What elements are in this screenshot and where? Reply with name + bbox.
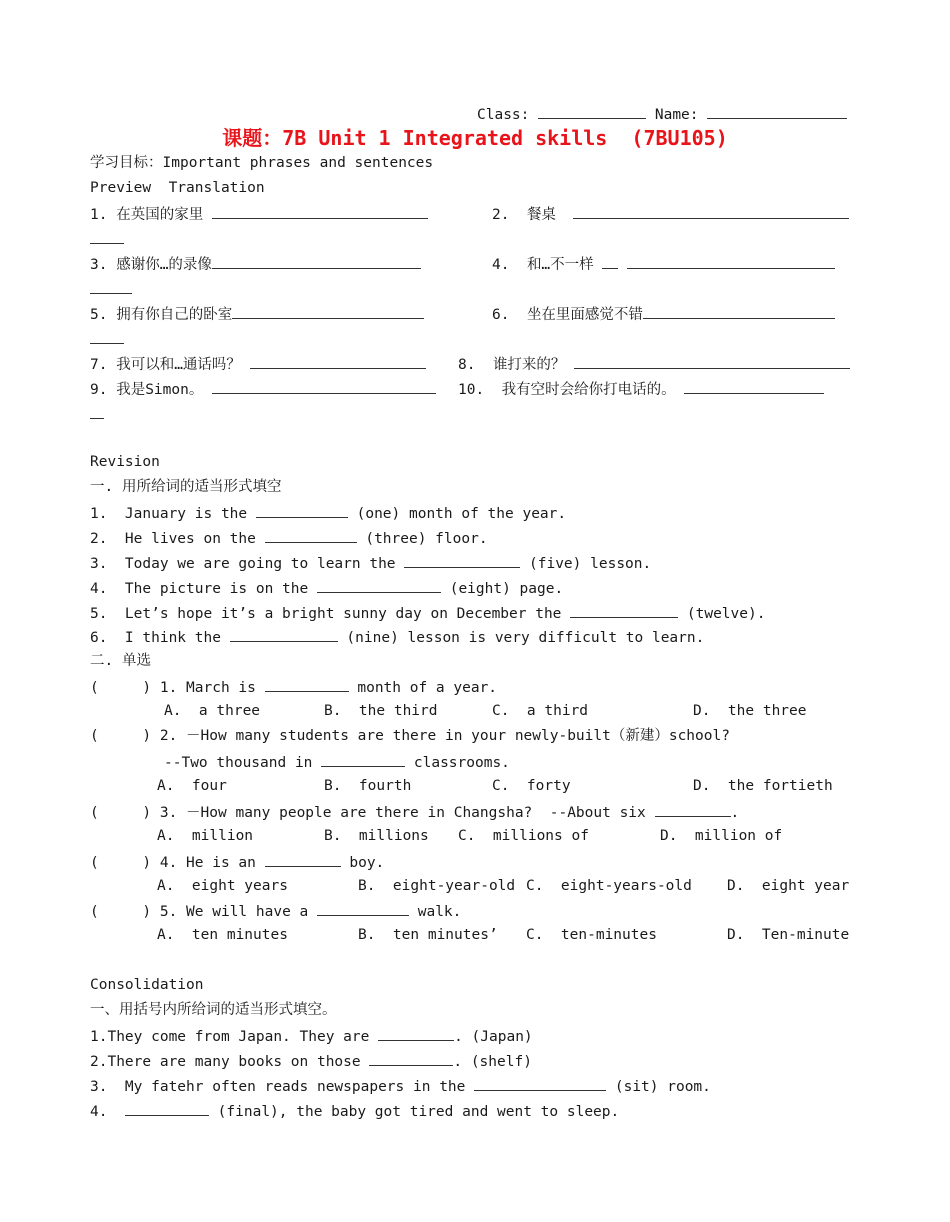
answer-blank[interactable] xyxy=(378,1026,454,1041)
answer-blank[interactable] xyxy=(212,379,436,394)
mc5-option-b[interactable]: B. ten minutes’ xyxy=(358,927,498,943)
fill-item-5: 5. Let’s hope it’s a bright sunny day on December the (twelve). xyxy=(90,603,765,623)
answer-blank[interactable] xyxy=(265,677,349,692)
mc2-option-c[interactable]: C. forty xyxy=(492,778,571,794)
preview-item-10: 10. 我有空时会给你打电话的。 xyxy=(458,379,824,399)
answer-blank[interactable] xyxy=(317,901,409,916)
answer-blank[interactable] xyxy=(573,204,849,219)
wrap-line xyxy=(90,329,124,349)
wrap-line xyxy=(90,404,104,424)
learning-objective: 学习目标：Important phrases and sentences xyxy=(90,155,434,171)
preview-item-7: 7. 我可以和…通话吗？ xyxy=(90,354,426,374)
answer-blank[interactable] xyxy=(250,354,426,369)
mc-question-5: ( ) 5. We will have a walk. xyxy=(90,901,461,921)
mc5-option-d[interactable]: D. Ten-minute xyxy=(727,927,850,943)
mc1-option-a[interactable]: A. a three xyxy=(164,703,261,719)
mc-question-2-line2: --Two thousand in classrooms. xyxy=(164,752,510,772)
preview-item-9: 9. 我是Simon。 xyxy=(90,379,436,399)
class-name-line xyxy=(477,104,847,124)
mc-question-2: ( ) 2. －How many students are there in your newly-built（新建）school? xyxy=(90,728,730,744)
mc-question-3: ( ) 3. －How many people are there in Changsha? --About six . xyxy=(90,802,739,822)
answer-blank[interactable] xyxy=(474,1076,606,1091)
answer-blank[interactable] xyxy=(256,503,348,518)
consolidation-section1-title: 一、用括号内所给词的适当形式填空。 xyxy=(90,1002,337,1018)
mc5-option-a[interactable]: A. ten minutes xyxy=(157,927,288,943)
answer-blank[interactable] xyxy=(404,553,520,568)
answer-blank[interactable] xyxy=(574,354,850,369)
fill-item-2: 2. He lives on the (three) floor. xyxy=(90,528,488,548)
answer-blank[interactable] xyxy=(232,304,424,319)
answer-blank[interactable] xyxy=(321,752,405,767)
preview-heading: Preview Translation xyxy=(90,180,265,196)
answer-blank[interactable] xyxy=(230,627,338,642)
mc-question-1: ( ) 1. March is month of a year. xyxy=(90,677,497,697)
answer-blank[interactable] xyxy=(655,802,731,817)
mc4-option-b[interactable]: B. eight-year-old xyxy=(358,878,516,894)
revision-section2-title: 二. 单选 xyxy=(90,653,151,669)
fill-item-1: 1. January is the (one) month of the year. xyxy=(90,503,566,523)
mc2-option-a[interactable]: A. four xyxy=(157,778,227,794)
answer-blank[interactable] xyxy=(212,204,428,219)
class-blank[interactable] xyxy=(538,104,646,119)
fill-item-3: 3. Today we are going to learn the (five) lesson. xyxy=(90,553,651,573)
name-blank[interactable] xyxy=(707,104,847,119)
answer-blank[interactable] xyxy=(125,1101,209,1116)
answer-blank[interactable] xyxy=(317,578,441,593)
mc2-option-d[interactable]: D. the fortieth xyxy=(693,778,833,794)
answer-blank[interactable] xyxy=(369,1051,453,1066)
mc1-option-c[interactable]: C. a third xyxy=(492,703,589,719)
consolidation-item-4: 4. (final), the baby got tired and went to sleep. xyxy=(90,1101,619,1121)
answer-blank[interactable] xyxy=(643,304,835,319)
consolidation-item-2: 2.There are many books on those . (shelf) xyxy=(90,1051,532,1071)
mc-question-4: ( ) 4. He is an boy. xyxy=(90,852,384,872)
mc4-option-c[interactable]: C. eight-years-old xyxy=(526,878,692,894)
name-label: Name: xyxy=(654,107,699,123)
class-label: Class: xyxy=(477,107,530,123)
preview-item-6: 6. 坐在里面感觉不错 xyxy=(492,304,835,324)
answer-blank[interactable] xyxy=(570,603,678,618)
mc1-option-b[interactable]: B. the third xyxy=(324,703,438,719)
answer-blank[interactable] xyxy=(265,528,357,543)
answer-blank[interactable] xyxy=(265,852,341,867)
consolidation-item-1: 1.They come from Japan. They are . (Japan) xyxy=(90,1026,533,1046)
wrap-line xyxy=(90,279,132,299)
preview-item-5: 5. 拥有你自己的卧室 xyxy=(90,304,424,324)
mc2-option-b[interactable]: B. fourth xyxy=(324,778,412,794)
revision-heading: Revision xyxy=(90,454,160,470)
mc3-option-c[interactable]: C. millions of xyxy=(458,828,589,844)
fill-item-4: 4. The picture is on the (eight) page. xyxy=(90,578,563,598)
preview-item-2: 2. 餐桌 xyxy=(492,204,849,224)
mc1-option-d[interactable]: D. the three xyxy=(693,703,807,719)
page-title: 课题：7B Unit 1 Integrated skills (7BU105) xyxy=(222,126,728,150)
answer-blank[interactable] xyxy=(212,254,421,269)
preview-item-8: 8. 谁打来的？ xyxy=(458,354,850,374)
answer-blank[interactable] xyxy=(627,254,835,269)
mc3-option-b[interactable]: B. millions xyxy=(324,828,429,844)
mc4-option-d[interactable]: D. eight year xyxy=(727,878,850,894)
consolidation-heading: Consolidation xyxy=(90,977,204,993)
mc5-option-c[interactable]: C. ten-minutes xyxy=(526,927,657,943)
consolidation-item-3: 3. My fatehr often reads newspapers in the (sit) room. xyxy=(90,1076,711,1096)
mc3-option-a[interactable]: A. million xyxy=(157,828,254,844)
preview-item-4: 4. 和…不一样 xyxy=(492,254,835,274)
revision-section1-title: 一. 用所给词的适当形式填空 xyxy=(90,479,282,495)
preview-item-3: 3. 感谢你…的录像 xyxy=(90,254,421,274)
mc4-option-a[interactable]: A. eight years xyxy=(157,878,288,894)
wrap-line xyxy=(90,229,124,249)
mc3-option-d[interactable]: D. million of xyxy=(660,828,783,844)
fill-item-6: 6. I think the (nine) lesson is very difficult to learn. xyxy=(90,627,704,647)
preview-item-1: 1. 在英国的家里 xyxy=(90,204,428,224)
answer-blank[interactable] xyxy=(684,379,824,394)
